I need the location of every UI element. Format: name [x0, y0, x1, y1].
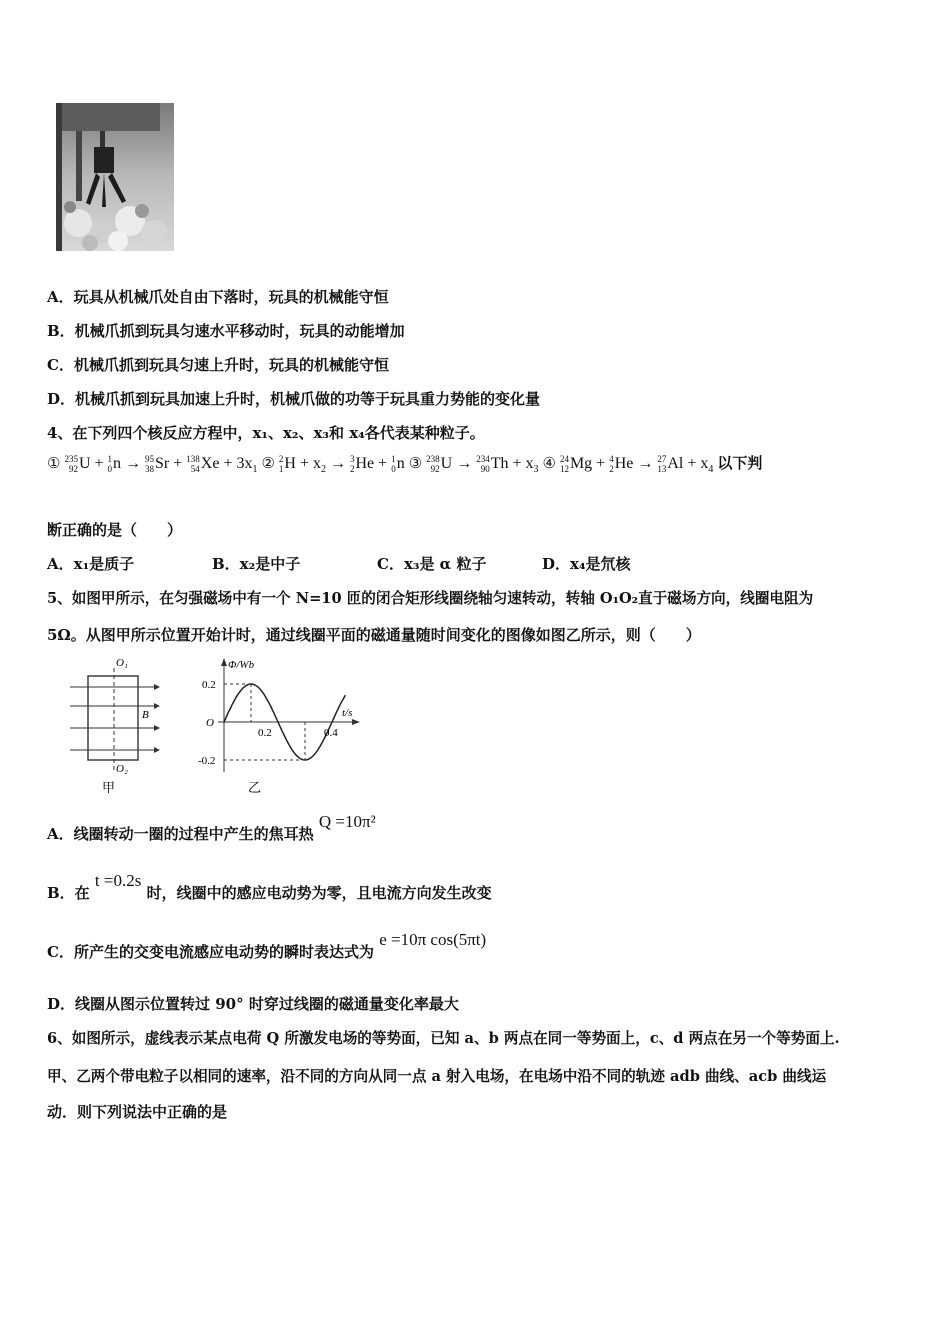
- q5-stem-1: 5、如图甲所示，在匀强磁场中有一个 N=10 匝的闭合矩形线圈绕轴匀速转动，转轴 O₁O₂直于磁场方向，线圈电阻为: [47, 590, 814, 607]
- q3-option-b: B．机械爪抓到玩具匀速水平移动时，玩具的动能增加: [47, 322, 405, 340]
- q3-option-d: D．机械爪抓到玩具加速上升时，机械爪做的功等于玩具重力势能的变化量: [47, 390, 541, 408]
- claw-machine-photo: [56, 103, 174, 251]
- q5-option-b: [47, 871, 492, 903]
- fig-yi-xtick-1: 0.2: [258, 727, 272, 739]
- fig-yi-ytick-top: 0.2: [202, 679, 216, 691]
- equation-mark-4: ④: [542, 456, 556, 472]
- fig-yi-xtick-2: 0.4: [324, 727, 338, 739]
- fig-jia-b: B: [142, 709, 149, 721]
- fig-yi-ylabel: Φ/Wb: [228, 659, 255, 671]
- q5-option-a: [47, 812, 376, 844]
- q4-continuation: 断正确的是（ ）: [47, 521, 183, 539]
- q4-option-b: B．x₂是中子: [212, 555, 301, 573]
- q4-tail: 以下判: [717, 454, 763, 472]
- q5-stem-2: 5Ω。从图甲所示位置开始计时，通过线圈平面的磁通量随时间变化的图像如图乙所示，则（ ）: [47, 626, 701, 644]
- q4-stem: 4、在下列四个核反应方程中，x₁、x₂、x₃和 x₄各代表某种粒子。: [47, 424, 485, 442]
- figure-jia: [66, 654, 166, 799]
- fig-jia-label: 甲: [102, 781, 116, 796]
- fig-yi-origin: O: [206, 717, 214, 729]
- q5-option-c: [47, 930, 487, 962]
- fig-jia-o1: O₁: [116, 657, 128, 669]
- q4-option-c: C．x₃是 α 粒子: [377, 555, 487, 573]
- q5-option-b-pre: B．在: [47, 884, 90, 902]
- fig-yi-xlabel: t/s: [342, 707, 353, 719]
- q4-option-d: D．x₄是氘核: [542, 555, 631, 573]
- q5-option-c-text: C．所产生的交变电流感应电动势的瞬时表达式为: [47, 943, 374, 961]
- q4-nuclear-equations: ① 235 92 U + 1 0 n → 95 38 Sr + 138 54 $Xe + 3x_1$ ② 2 1 $H + x_2$ → 3 2 He + 1 0 n ③ 238 92 U → 234 90 $Th + x_3$ ④ 24 12 Mg + 4 2 He → 27 13 $Al + x_4$ 以下判: [47, 454, 763, 475]
- equation-mark-2: ②: [261, 456, 275, 472]
- q3-option-a: A．玩具从机械爪处自由下落时，玩具的机械能守恒: [47, 288, 389, 306]
- q5-option-d: D．线圈从图示位置转过 90° 时穿过线圈的磁通量变化率最大: [47, 995, 459, 1013]
- q5-option-b-post: 时，线圈中的感应电动势为零，且电流方向发生改变: [146, 884, 492, 902]
- q5-option-b-formula: t =0.2s: [94, 871, 142, 890]
- fig-yi-ytick-bottom: -0.2: [198, 755, 216, 767]
- fig-yi-label: 乙: [248, 781, 262, 796]
- q3-option-c: C．机械爪抓到玩具匀速上升时，玩具的机械能守恒: [47, 356, 389, 374]
- q4-option-a: A．x₁是质子: [47, 555, 135, 573]
- q5-option-a-formula: Q =10π²: [318, 812, 376, 831]
- figure-yi: [196, 654, 366, 799]
- q5-option-c-formula: e =10π cos(5πt): [379, 930, 487, 949]
- q6-line-2: 甲、乙两个带电粒子以相同的速率，沿不同的方向从同一点 a 射入电场，在电场中沿不同的轨迹 adb 曲线、acb 曲线运: [47, 1068, 827, 1085]
- equation-mark-1: ①: [47, 456, 61, 472]
- q6-line-3: 动．则下列说法中正确的是: [47, 1103, 228, 1121]
- q4-options: [47, 553, 631, 574]
- fig-jia-o2: O₂: [116, 763, 128, 775]
- q5-option-a-text: A．线圈转动一圈的过程中产生的焦耳热: [47, 825, 314, 843]
- q6-line-1: 6、如图所示，虚线表示某点电荷 Q 所激发电场的等势面，已知 a、b 两点在同一等势面上，c、d 两点在另一个等势面上.: [47, 1030, 840, 1047]
- equation-mark-3: ③: [408, 456, 423, 472]
